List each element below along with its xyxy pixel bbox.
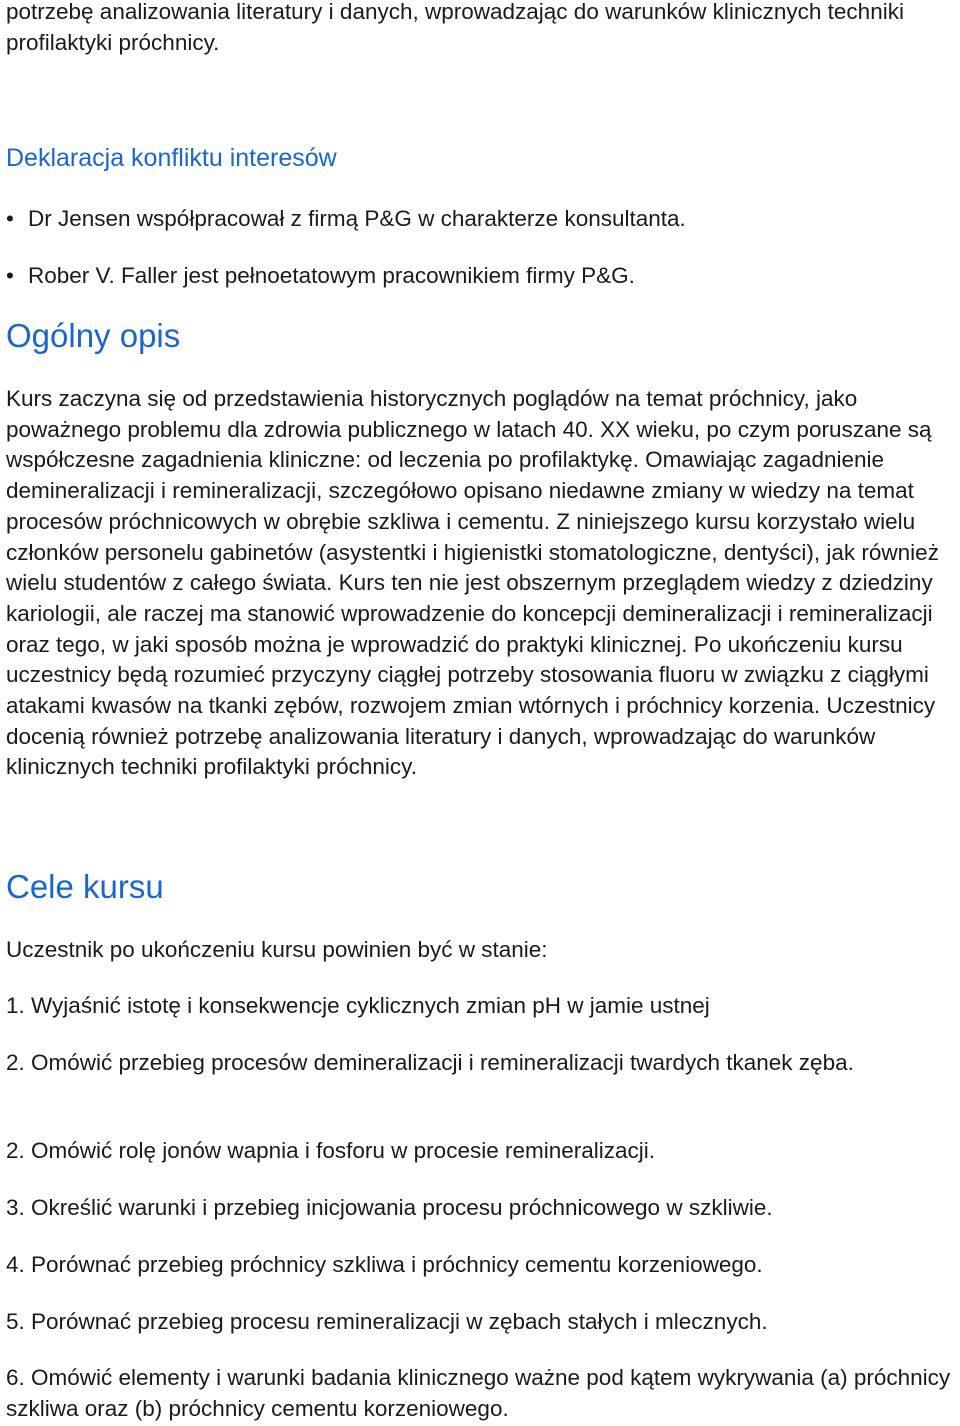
goal-item-2: 2. Omówić przebieg procesów demineralizacji i remineralizacji twardych tkanek zęba. [6, 1050, 854, 1075]
conflict-bullet-2 [6, 261, 635, 291]
goal-item-4: 3. Określić warunki i przebieg inicjowania procesu próchnicowego w szkliwie. [6, 1195, 773, 1220]
bullet-dot-icon: • [6, 263, 14, 288]
goal-item-1: 1. Wyjaśnić istotę i konsekwencje cyklicznych zmian pH w jamie ustnej [6, 993, 710, 1018]
bullet-dot-icon: • [6, 206, 14, 231]
goal-item-5: 4. Porównać przebieg próchnicy szkliwa i próchnicy cementu korzeniowego. [6, 1252, 763, 1277]
goals-heading: Cele kursu [6, 868, 164, 905]
goal-item-6: 5. Porównać przebieg procesu remineralizacji w zębach stałych i mlecznych. [6, 1309, 768, 1334]
goals-intro: Uczestnik po ukończeniu kursu powinien być w stanie: [6, 937, 548, 962]
conflict-bullet-2-text: Rober V. Faller jest pełnoetatowym pracownikiem firmy P&G. [28, 263, 635, 288]
intro-continuation-text: potrzebę analizowania literatury i danych, wprowadzając do warunków klinicznych techniki profilaktyki próchnicy. [6, 0, 904, 55]
conflict-bullet-1-text: Dr Jensen współpracował z firmą P&G w charakterze konsultanta. [28, 206, 686, 231]
goal-item-3: 2. Omówić rolę jonów wapnia i fosforu w procesie remineralizacji. [6, 1138, 656, 1163]
conflict-bullet-1 [6, 204, 686, 234]
overview-body: Kurs zaczyna się od przedstawienia historycznych poglądów na temat próchnicy, jako poważnego problemu dla zdrowia publicznego w latach 40. XX wieku, po czym poruszane są współczesne zagadnienia kliniczne: od leczenia po profilaktykę. Omawiając zagadnienie demineralizacji i remineralizacji, szczegółowo opisano niedawne zmiany w wiedzy na temat procesów próchnicowych w obrębie szkliwa i cementu. Z niniejszego kursu korzystało wielu członków personelu gabinetów (asystentki i higienistki stomatologiczne, dentyści), jak również wielu studentów z całego świata. Kurs ten nie jest obszernym przeglądem wiedzy z dziedziny kariologii, ale raczej ma stanowić wprowadzenie do koncepcji demineralizacji i remineralizacji oraz tego, w jaki sposób można je wprowadzić do praktyki klinicznej. Po ukończeniu kursu uczestnicy będą rozumieć przyczyny ciągłej potrzeby stosowania fluoru w związku z ciągłymi atakami kwasów na tkanki zębów, rozwojem zmian wtórnych i próchnicy korzenia. Uczestnicy docenią również potrzebę analizowania literatury i danych, wprowadzając do warunków klinicznych techniki profilaktyki próchnicy. [6, 386, 939, 780]
conflict-heading: Deklaracja konfliktu interesów [6, 144, 337, 172]
overview-heading: Ogólny opis [6, 317, 181, 354]
goal-item-7: 6. Omówić elementy i warunki badania klinicznego ważne pod kątem wykrywania (a) próchnicy szkliwa oraz (b) próchnicy cementu korzeniowego. [6, 1365, 951, 1421]
